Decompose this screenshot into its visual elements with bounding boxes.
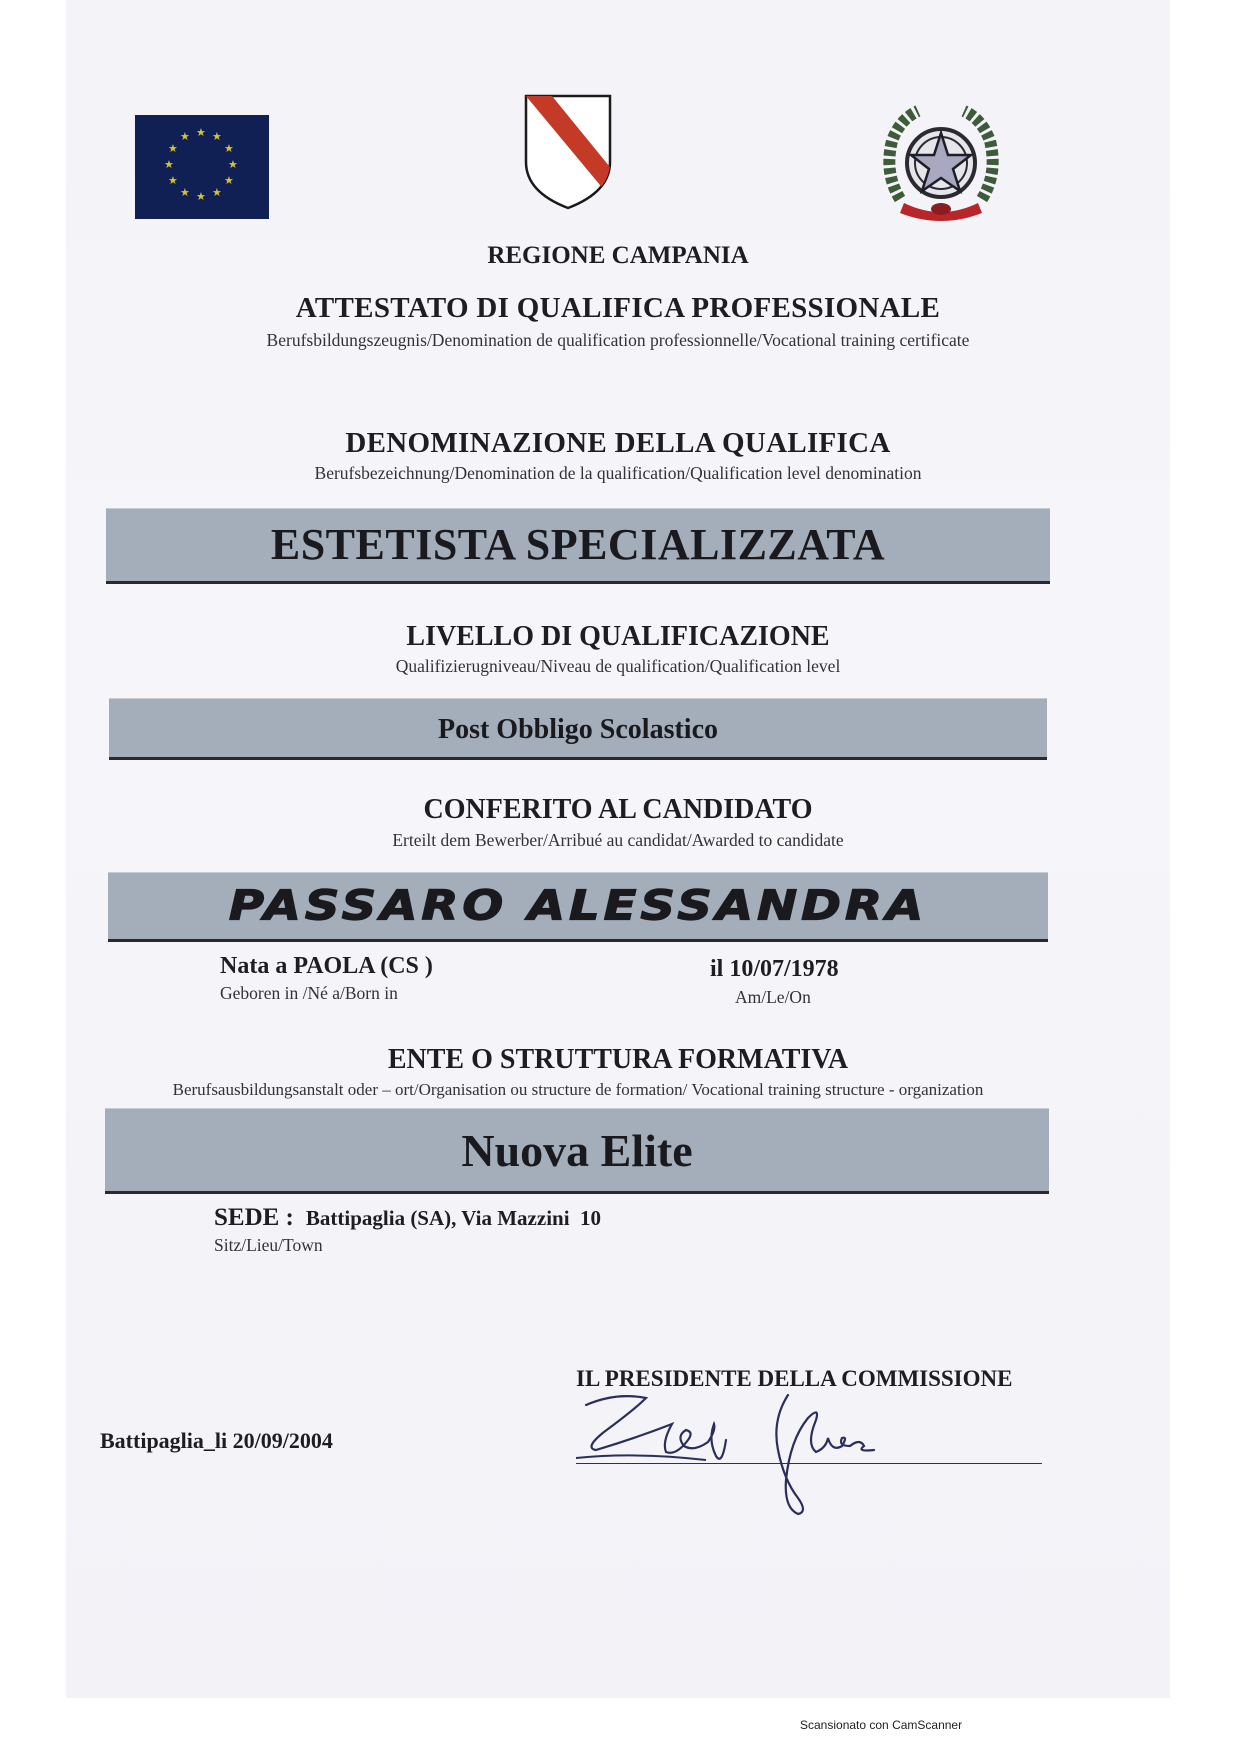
place-and-date: Battipaglia_li 20/09/2004 [100,1428,333,1453]
candidate-heading-translation: Erteilt dem Bewerber/Arribué au candidat/Awarded to candidate [392,830,844,850]
campania-coat-of-arms-icon [522,92,614,212]
birthplace-translation: Geboren in /Né a/Born in [220,983,398,1003]
qualification-band [106,508,1050,584]
seat-label: SEDE : [214,1204,294,1231]
seat-line [214,1204,601,1232]
eu-flag-icon: ★ ★ ★ ★ ★ ★ ★ ★ ★ ★ ★ ★ [135,115,269,219]
scanner-note: Scansionato con CamScanner [800,1718,963,1732]
candidate-band [108,872,1048,942]
italian-republic-emblem-icon [878,103,1004,231]
birthplace-label: Nata a PAOLA (CS ) [220,953,433,979]
level-value: Post Obbligo Scolastico [437,714,718,745]
candidate-heading: CONFERITO AL CANDIDATO [423,794,813,825]
institution-heading: ENTE O STRUTTURA FORMATIVA [387,1044,849,1075]
president-label: IL PRESIDENTE DELLA COMMISSIONE [576,1366,1013,1391]
candidate-name: PASSARO ALESSANDRA [228,882,928,930]
qualification-value: ESTETISTA SPECIALIZZATA [270,520,886,569]
president-signature [576,1380,936,1520]
level-heading-translation: Qualifizierugniveau/Niveau de qualification/Qualification level [395,656,841,676]
level-heading: LIVELLO DI QUALIFICAZIONE [406,621,830,652]
institution-heading-translation: Berufsausbildungsanstalt oder – ort/Organisation ou structure de formation/ Vocational training structure - organization [172,1080,984,1099]
birthdate-translation: Am/Le/On [735,987,811,1007]
institution-value: Nuova Elite [461,1125,693,1176]
certificate-title: ATTESTATO DI QUALIFICA PROFESSIONALE [295,292,941,324]
region-name: REGIONE CAMPANIA [487,242,749,269]
certificate-title-translation: Berufsbildungszeugnis/Denomination de qualification professionnelle/Vocational training certificate [266,330,970,350]
qualification-heading: DENOMINAZIONE DELLA QUALIFICA [345,427,891,459]
seat-translation: Sitz/Lieu/Town [214,1235,323,1255]
seat-value: Battipaglia (SA), Via Mazzini 10 [305,1206,602,1230]
institution-band [105,1108,1049,1194]
qualification-heading-translation: Berufsbezeichnung/Denomination de la qualification/Qualification level denomination [314,463,922,483]
level-band [109,698,1047,760]
birthdate-label: il 10/07/1978 [710,956,839,982]
